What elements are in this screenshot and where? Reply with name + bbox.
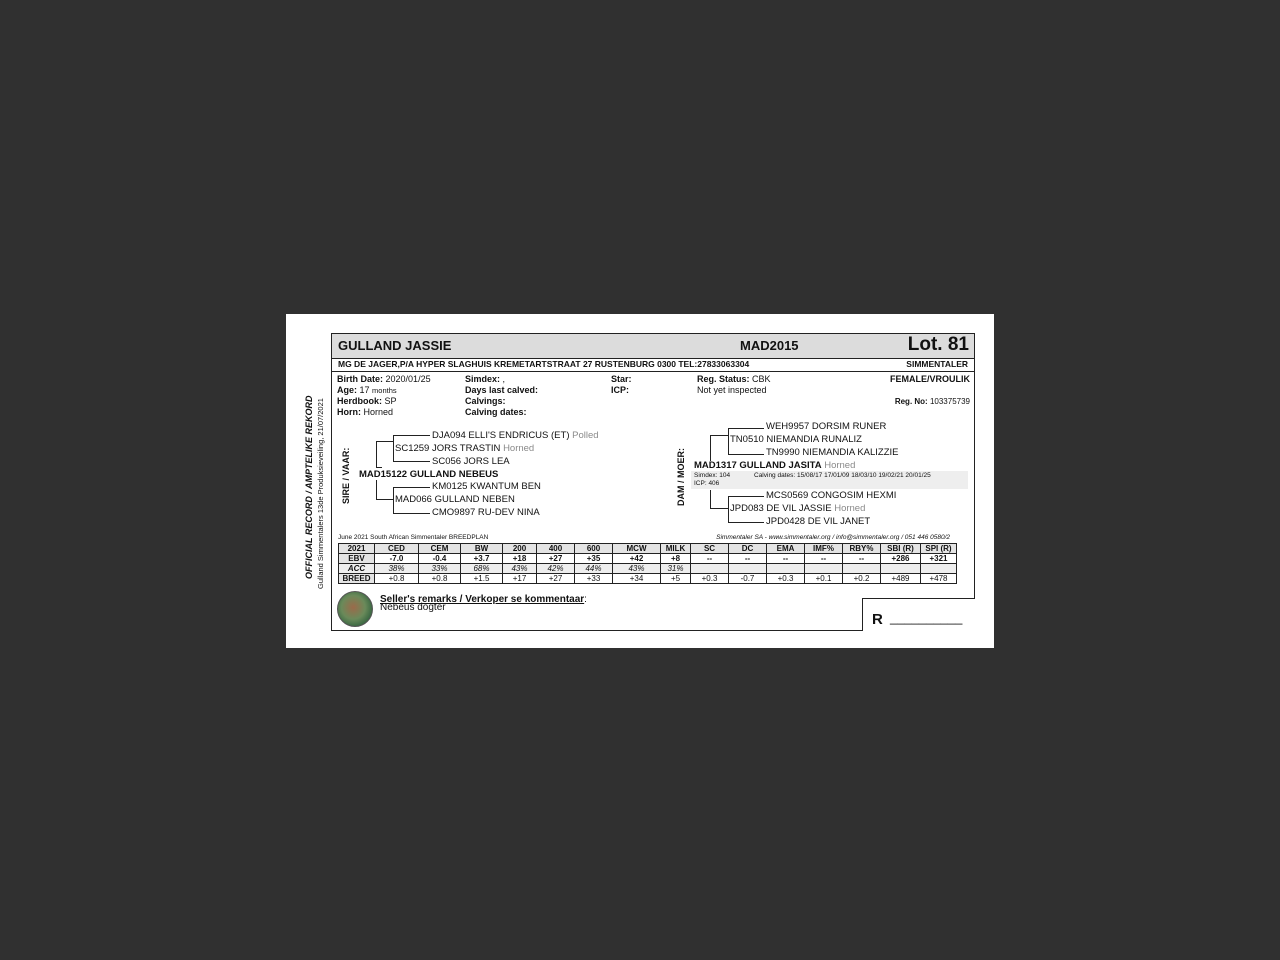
- ebv-cell: [691, 564, 729, 574]
- age-value: 17: [359, 385, 370, 395]
- sire-sire: [395, 443, 534, 454]
- ebv-cell: 42%: [537, 564, 575, 574]
- dam-dam-dam: JPD0428 DE VIL JANET: [766, 516, 871, 527]
- sire-sire-dam: SC056 JORS LEA: [432, 456, 510, 467]
- ebv-header-cell: SPI (R): [921, 544, 957, 554]
- ebv-header-cell: MILK: [661, 544, 691, 554]
- ebv-cell: -7.0: [375, 554, 419, 564]
- sale-info-text: Gulland Simmentalers 13de Produksieveiling, 21/07/2021: [316, 398, 325, 589]
- ebv-cell: +18: [503, 554, 537, 564]
- dam-animal: [694, 460, 855, 471]
- calvings-label: Calvings:: [465, 396, 506, 406]
- ebv-cell: --: [767, 554, 805, 564]
- price-symbol: R: [872, 611, 883, 628]
- ebv-cell: 44%: [575, 564, 613, 574]
- dam-sire-dam: TN9990 NIEMANDIA KALIZZIE: [766, 447, 899, 458]
- age-unit: months: [372, 386, 397, 395]
- simdex-label: Simdex:: [465, 374, 501, 384]
- ebv-header-cell: IMF%: [805, 544, 843, 554]
- reg-status-label: Reg. Status:: [697, 374, 750, 384]
- ebv-row-acc: [339, 564, 957, 574]
- herdbook-label: Herdbook:: [337, 396, 382, 406]
- ebv-cell: 33%: [419, 564, 461, 574]
- price-box: [862, 598, 975, 631]
- dam-dam: [730, 503, 865, 514]
- sire-sire-name: SC1259 JORS TRASTIN: [395, 443, 501, 454]
- sire-sire-sire-horn: Polled: [572, 430, 599, 441]
- breed-text: SIMMENTALER: [906, 359, 968, 369]
- ebv-cell: +27: [537, 574, 575, 584]
- ebv-cell: [881, 564, 921, 574]
- remarks-label: Seller's remarks / Verkoper se kommentaar: [380, 594, 585, 605]
- ebv-cell: +35: [575, 554, 613, 564]
- ebv-header-cell: BW: [461, 544, 503, 554]
- ebv-cell: +8: [661, 554, 691, 564]
- ebv-cell: +0.8: [419, 574, 461, 584]
- ebv-header-cell: RBY%: [843, 544, 881, 554]
- sire-label: SIRE / VAAR:: [341, 447, 351, 504]
- birth-label: Birth Date:: [337, 374, 384, 384]
- age-label: Age:: [337, 385, 357, 395]
- dam-simdex: Simdex: 104: [694, 472, 731, 479]
- ebv-cell: +5: [661, 574, 691, 584]
- horn-label: Horn:: [337, 407, 361, 417]
- ebv-cell: +286: [881, 554, 921, 564]
- ebv-cell: +0.1: [805, 574, 843, 584]
- ebv-cell: +34: [613, 574, 661, 584]
- days-calved-label: Days last calved:: [465, 385, 539, 395]
- reg-status-value: CBK: [752, 374, 771, 384]
- ebv-cell: --: [843, 554, 881, 564]
- remarks-colon: :: [584, 594, 587, 605]
- ebv-cell: 38%: [375, 564, 419, 574]
- sire-dam-sire: KM0125 KWANTUM BEN: [432, 481, 541, 492]
- ebv-cell: +17: [503, 574, 537, 584]
- ebv-header-cell: DC: [729, 544, 767, 554]
- ebv-header-cell: 2021: [339, 544, 375, 554]
- ebv-row-label: EBV: [339, 554, 375, 564]
- ebv-cell: +42: [613, 554, 661, 564]
- dam-animal-name: MAD1317 GULLAND JASITA: [694, 460, 822, 471]
- ebv-cell: +1.5: [461, 574, 503, 584]
- simmentaler-logo-icon: [337, 591, 373, 627]
- ebv-cell: [843, 564, 881, 574]
- dam-dam-horn: Horned: [834, 503, 866, 514]
- ebv-cell: --: [729, 554, 767, 564]
- ebv-cell: +0.8: [375, 574, 419, 584]
- lot-card: [286, 314, 994, 648]
- ebv-table: [338, 543, 957, 584]
- ebv-cell: 43%: [613, 564, 661, 574]
- dam-sire-sire: WEH9957 DORSIM RUNER: [766, 421, 887, 432]
- animal-id: MAD2015: [740, 338, 799, 353]
- animal-name: GULLAND JASSIE: [338, 338, 452, 353]
- dam-label: DAM / MOER:: [676, 448, 686, 506]
- info-col-4: [697, 374, 771, 396]
- ebv-cell: +0.2: [843, 574, 881, 584]
- info-col-1: [337, 374, 431, 418]
- sire-animal: MAD15122 GULLAND NEBEUS: [359, 469, 499, 480]
- ebv-header-cell: EMA: [767, 544, 805, 554]
- dam-dam-name: JPD083 DE VIL JASSIE: [730, 503, 832, 514]
- lot-number: Lot. 81: [907, 334, 969, 355]
- ebv-cell: --: [805, 554, 843, 564]
- owner-line: [331, 357, 975, 372]
- herdbook-value: SP: [384, 396, 397, 406]
- ebv-cell: [729, 564, 767, 574]
- ebv-cell: [805, 564, 843, 574]
- reg-no-value: 103375739: [929, 397, 970, 406]
- ebv-cell: -0.4: [419, 554, 461, 564]
- ebv-header-cell: SBI (R): [881, 544, 921, 554]
- ebv-row-breedrow: [339, 574, 957, 584]
- ebv-header-cell: MCW: [613, 544, 661, 554]
- ebv-cell: +321: [921, 554, 957, 564]
- ebv-header-cell: 600: [575, 544, 613, 554]
- dam-sire: TN0510 NIEMANDIA RUNALIZ: [730, 434, 862, 445]
- ebv-cell: +3.7: [461, 554, 503, 564]
- ebv-cell: 68%: [461, 564, 503, 574]
- dam-icp: ICP: 406: [694, 480, 720, 487]
- price-blank[interactable]: __________: [890, 610, 963, 625]
- ebv-cell: +0.3: [691, 574, 729, 584]
- sire-sire-sire-name: DJA094 ELLI'S ENDRICUS (ET): [432, 430, 570, 441]
- ebv-header-cell: SC: [691, 544, 729, 554]
- sire-dam: MAD066 GULLAND NEBEN: [395, 494, 515, 505]
- inspected-text: Not yet inspected: [697, 385, 767, 395]
- dam-animal-horn: Horned: [824, 460, 856, 471]
- sire-sire-horn: Horned: [503, 443, 535, 454]
- reg-no: [895, 397, 970, 406]
- ebv-cell: +33: [575, 574, 613, 584]
- simmentaler-contact: Simmentaler SA - www.simmentaler.org / info@simmentaler.org / 051 446 0580/2: [716, 534, 950, 541]
- calving-dates-label: Calving dates:: [465, 407, 527, 417]
- ebv-cell: 31%: [661, 564, 691, 574]
- ebv-cell: --: [691, 554, 729, 564]
- remarks-text: Nebeus dogter: [380, 602, 446, 613]
- ebv-cell: +478: [921, 574, 957, 584]
- dam-dam-sire: MCS0569 CONGOSIM HEXMI: [766, 490, 897, 501]
- ebv-cell: -0.7: [729, 574, 767, 584]
- sire-dam-dam: CMO9897 RU-DEV NINA: [432, 507, 540, 518]
- birth-value: 2020/01/25: [385, 374, 431, 384]
- ebv-row-label: ACC: [339, 564, 375, 574]
- ebv-row-ebvrow: [339, 554, 957, 564]
- official-record-text: OFFICIAL RECORD / AMPTELIKE REKORD: [304, 395, 314, 579]
- sire-sire-sire: [432, 430, 599, 441]
- ebv-cell: 43%: [503, 564, 537, 574]
- ebv-cell: +0.3: [767, 574, 805, 584]
- ebv-row-label: BREED: [339, 574, 375, 584]
- ebv-header-cell: CED: [375, 544, 419, 554]
- horn-value: Horned: [363, 407, 394, 417]
- info-col-3: [611, 374, 632, 396]
- info-col-2: [465, 374, 538, 418]
- sex-text: FEMALE/VROULIK: [890, 374, 970, 384]
- ebv-cell: +27: [537, 554, 575, 564]
- icp-label: ICP:: [611, 385, 629, 395]
- ebv-cell: [767, 564, 805, 574]
- breedplan-source: June 2021 South African Simmentaler BREEDPLAN: [338, 534, 489, 541]
- ebv-header-cell: 400: [537, 544, 575, 554]
- ebv-cell: [921, 564, 957, 574]
- owner-text: MG DE JAGER,P/A HYPER SLAGHUIS KREMETARTSTRAAT 27 RUSTENBURG 0300 TEL:27833063304: [338, 359, 750, 369]
- title-bar: [331, 333, 975, 359]
- star-label: Star:: [611, 374, 632, 384]
- simdex-value: ,: [502, 374, 506, 384]
- reg-no-label: Reg. No:: [894, 397, 928, 406]
- dam-calving-dates: Calving dates: 15/08/17 17/01/09 18/03/10 19/02/21 20/01/25: [754, 472, 931, 479]
- ebv-header-row: [339, 544, 957, 554]
- ebv-header-cell: 200: [503, 544, 537, 554]
- ebv-header-cell: CEM: [419, 544, 461, 554]
- ebv-cell: +489: [881, 574, 921, 584]
